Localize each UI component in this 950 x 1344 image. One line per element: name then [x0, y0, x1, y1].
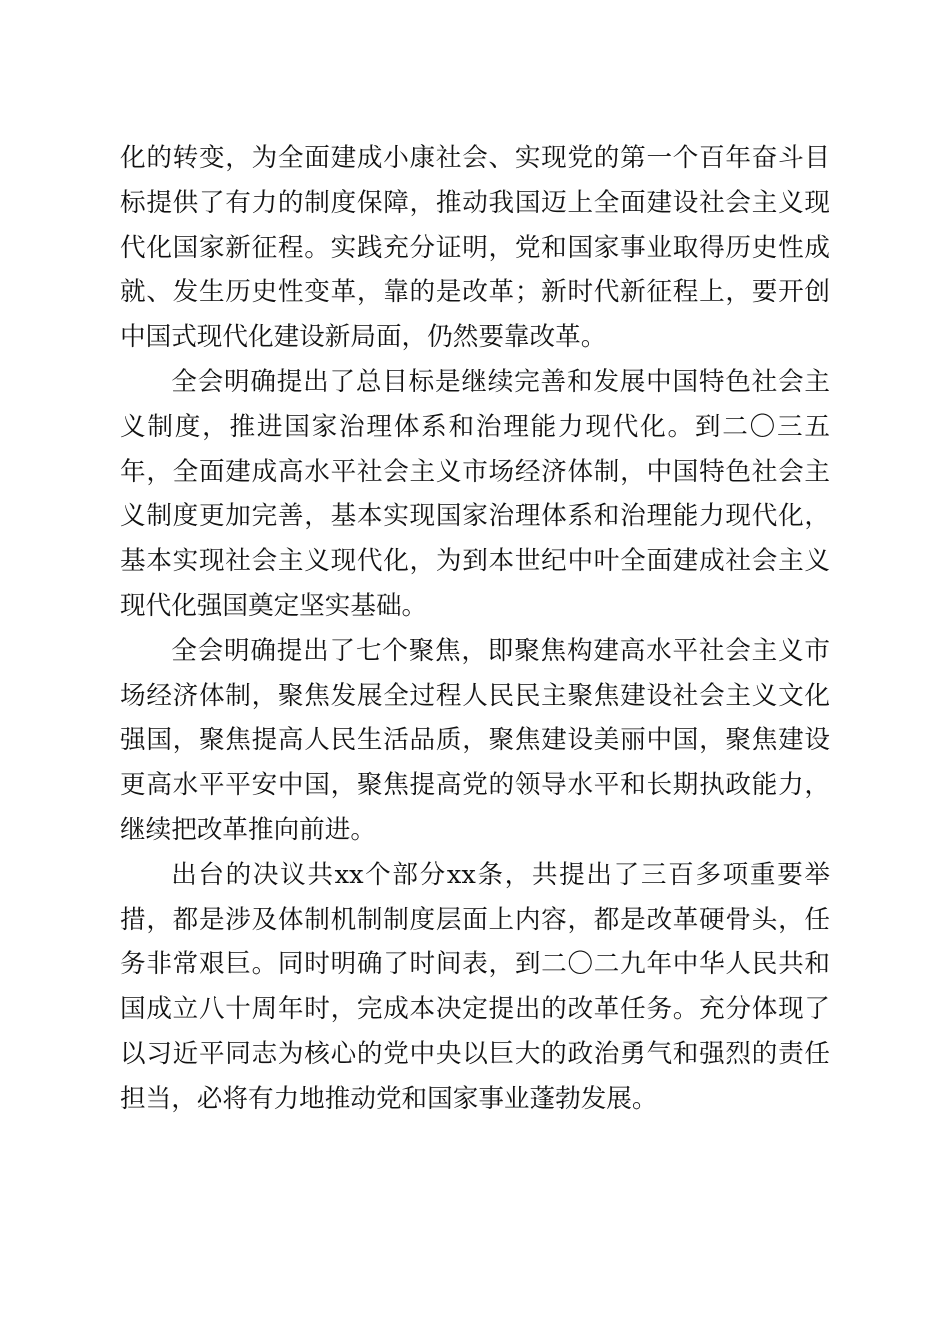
paragraph-continuation: 化的转变，为全面建成小康社会、实现党的第一个百年奋斗目标提供了有力的制度保障，推动我国迈上全面建设社会主义现代化国家新征程。实践充分证明，党和国家事业取得历史性成就、发生历史性变革，靠的是改革；新时代新征程上，要开创中国式现代化建设新局面，仍然要靠改革。: [120, 143, 830, 353]
paragraph-overall-goal: 全会明确提出了总目标是继续完善和发展中国特色社会主义制度，推进国家治理体系和治理能力现代化。到二〇三五年，全面建成高水平社会主义市场经济体制，中国特色社会主义制度更加完善，基本实现国家治理体系和治理能力现代化，基本实现社会主义现代化，为到本世纪中叶全面建成社会主义现代化强国奠定坚实基础。: [120, 366, 830, 621]
paragraph-resolution-measures: 出台的决议共xx个部分xx条，共提出了三百多项重要举措，都是涉及体制机制制度层面上内容，都是改革硬骨头，任务非常艰巨。同时明确了时间表，到二〇二九年中华人民共和国成立八十周年时，完成本决定提出的改革任务。充分体现了以习近平同志为核心的党中央以巨大的政治勇气和强烈的责任担当，必将有力地推动党和国家事业蓬勃发展。: [120, 859, 830, 1114]
paragraph-seven-focuses: 全会明确提出了七个聚焦，即聚焦构建高水平社会主义市场经济体制，聚焦发展全过程人民民主聚焦建设社会主义文化强国，聚焦提高人民生活品质，聚焦建设美丽中国，聚焦建设更高水平平安中国，聚焦提高党的领导水平和长期执政能力，继续把改革推向前进。: [120, 635, 830, 845]
document-body: [120, 136, 830, 1122]
